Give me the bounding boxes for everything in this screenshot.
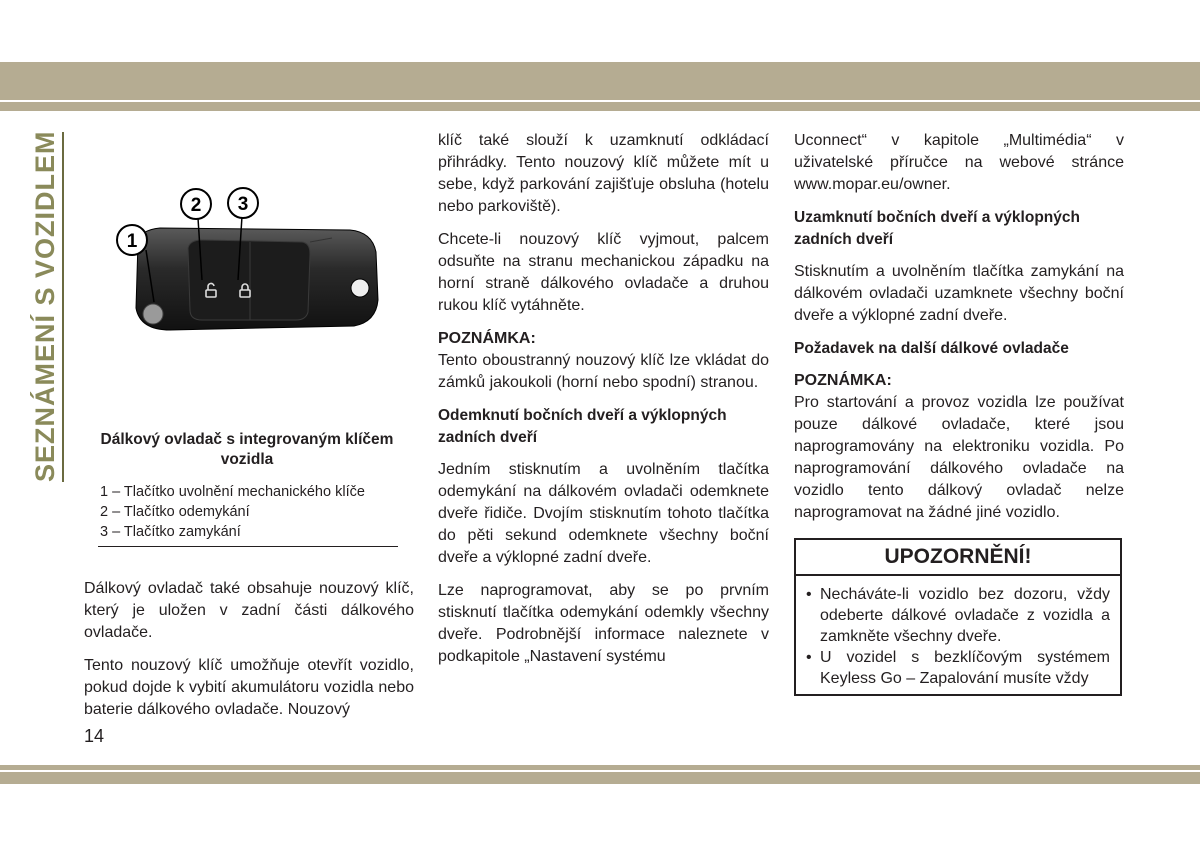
figure-caption: Dálkový ovladač s integrovaným klíčem vozidla [100, 431, 394, 468]
legend-item: 2 – Tlačítko odemykání [100, 504, 250, 520]
callout-3-label: 3 [237, 194, 249, 215]
warning-box [794, 538, 1122, 696]
warning-title: UPOZORNĚNÍ! [796, 540, 1120, 576]
column-3 [794, 130, 1124, 535]
paragraph: Stisknutím a uvolněním tlačítka zamykání na dálkovém ovladači uzamknete všechny boční dveře a výklopné zadní dveře. [794, 263, 1124, 324]
section-heading: Požadavek na další dálkové ovladače [794, 340, 1069, 357]
header-rule [0, 102, 1200, 111]
section-title-rule [62, 132, 64, 482]
footer-rule [0, 765, 1200, 770]
paragraph: Dálkový ovladač také obsahuje nouzový klíč, který je uložen v zadní části dálkového ovladače. [84, 580, 414, 641]
column-2 [438, 130, 769, 679]
section-heading: Odemknutí bočních dveří a výklopných zadních dveří [438, 407, 727, 446]
legend-item: 3 – Tlačítko zamykání [100, 524, 241, 540]
key-fob-button-panel [188, 240, 310, 320]
release-button [143, 304, 163, 324]
note-label: POZNÁMKA: [794, 372, 892, 389]
callout-2-label: 2 [190, 195, 202, 216]
warning-item: • Necháváte-li vozidlo bez dozoru, vždy odeberte dálkové ovladače z vozidla a zamkněte všechny dveře. [820, 584, 1110, 647]
paragraph: Tento nouzový klíč umožňuje otevřít vozidlo, pokud dojde k vybití akumulátoru vozidla nebo baterie dálkového ovladače. Nouzový [84, 657, 414, 718]
legend-item: 1 – Tlačítko uvolnění mechanického klíče [100, 484, 365, 500]
note-text: Tento oboustranný nouzový klíč lze vkládat do zámků jakoukoli (horní nebo spodní) stranou. [438, 352, 769, 391]
figure-legend [100, 482, 400, 542]
paragraph: Uconnect“ v kapitole „Multimédia“ v uživatelské příručce na webové stránce www.mopar.eu/owner. [794, 132, 1124, 193]
column-1 [84, 578, 414, 732]
paragraph: Chcete-li nouzový klíč vyjmout, palcem odsuňte na stranu mechanickou západku na horní straně dálkového ovladače a druhou rukou klíč vytáhněte. [438, 231, 769, 314]
callout-1-label: 1 [126, 231, 138, 252]
page-number: 14 [84, 726, 105, 746]
key-fob-ring-hole [351, 279, 369, 297]
warning-item: • U vozidel s bezklíčovým systémem Keyless Go – Zapalování musíte vždy [820, 647, 1110, 689]
section-title: SEZNÁMENÍ S VOZIDLEM [30, 130, 60, 482]
paragraph: Jedním stisknutím a uvolněním tlačítka odemykání na dálkovém ovladači odemknete dveře řidiče. Dvojím stisknutím tohoto tlačítka do pěti sekund odemknete všechny boční dveře a výklopné zadní dveře. [438, 461, 769, 566]
note-text: Pro startování a provoz vozidla lze používat pouze dálkové ovladače, které jsou naprogramovány na elektroniku vozidla. Po naprogramování dálkového ovladače na vozidlo tento dálkový ovladač nelze naprogramovat na žádné jiné vozidlo. [794, 394, 1124, 521]
warning-list [796, 576, 1120, 689]
key-fob-illustration [110, 180, 390, 345]
header-band [0, 62, 1200, 100]
note-label: POZNÁMKA: [438, 330, 536, 347]
paragraph: Lze naprogramovat, aby se po prvním stisknutí tlačítka odemykání odemkly všechny dveře. Podrobnější informace naleznete v podkapitole „Nastavení systému [438, 582, 769, 665]
legend-rule [98, 546, 398, 547]
section-heading: Uzamknutí bočních dveří a výklopných zadních dveří [794, 209, 1080, 248]
paragraph: klíč také slouží k uzamknutí odkládací přihrádky. Tento nouzový klíč můžete mít u sebe, když parkování zajišťuje obsluha (hotelu nebo parkoviště). [438, 132, 769, 215]
footer-band [0, 772, 1200, 784]
